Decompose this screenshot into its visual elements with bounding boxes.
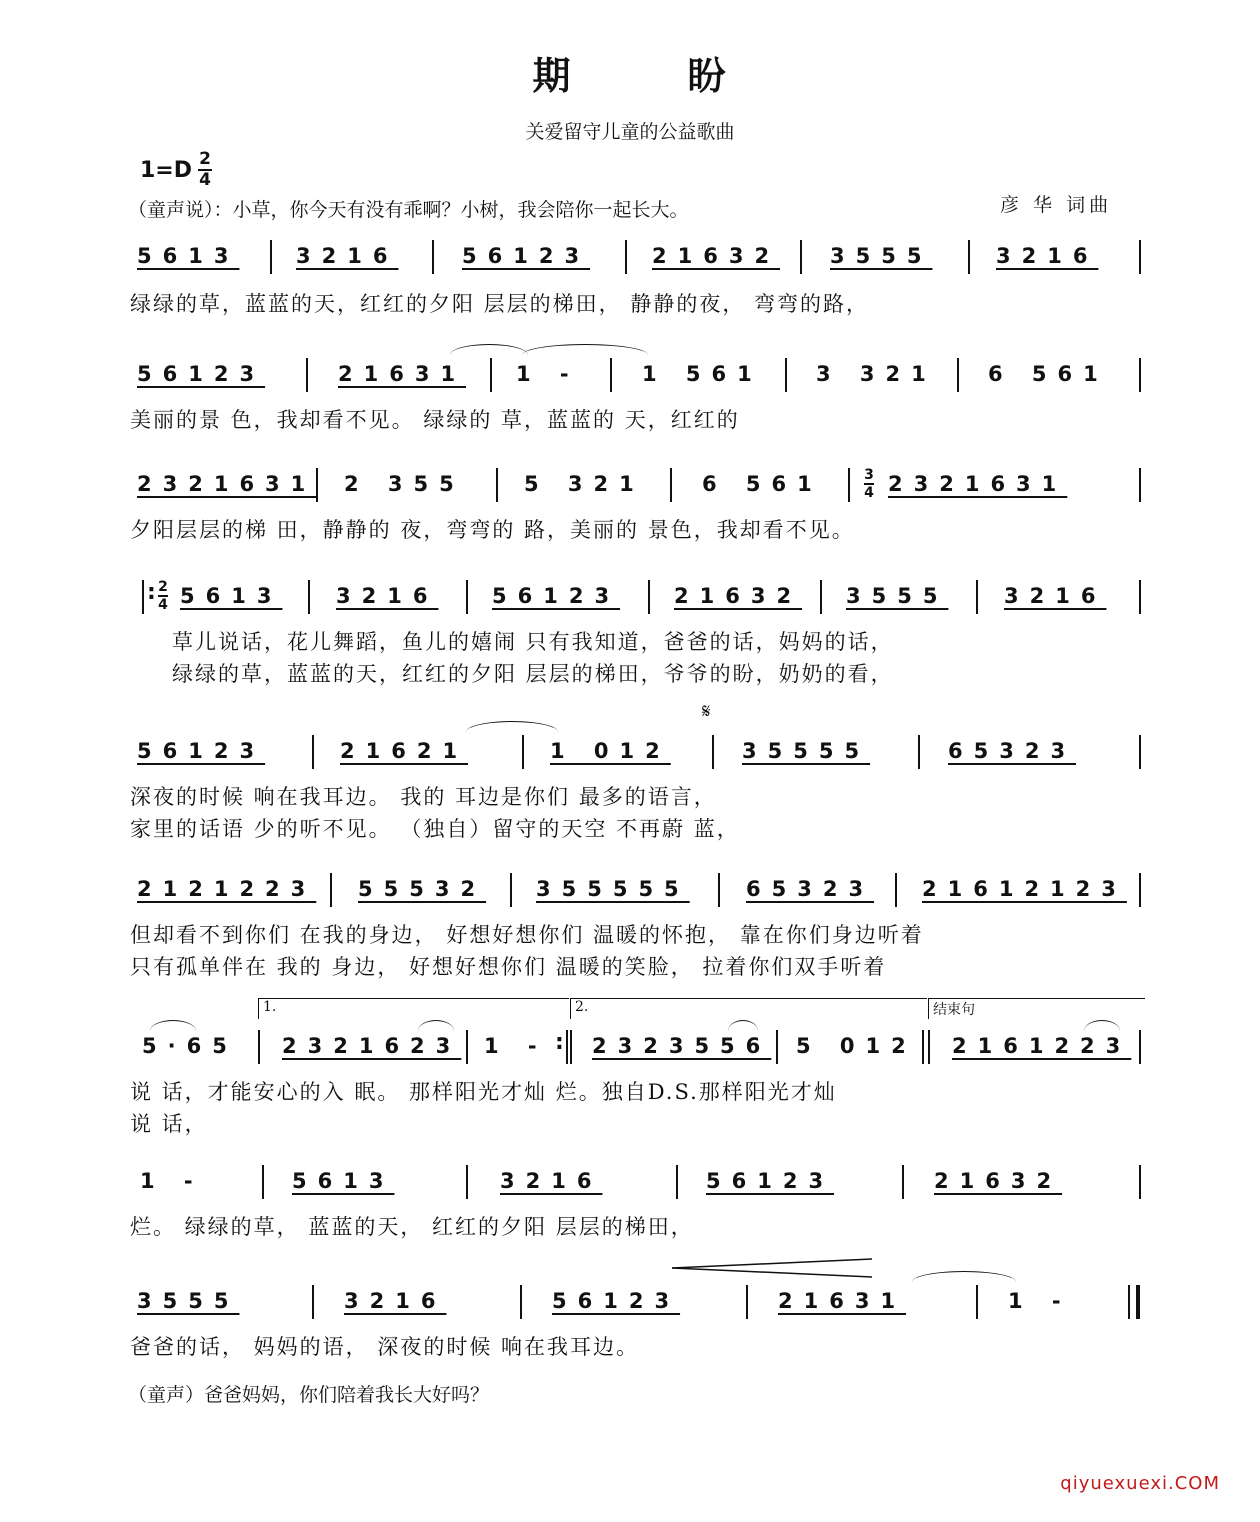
lyric-line-1: 但却看不到你们 在我的身边， 好想好想你们 温暖的怀抱， 靠在你们身边听着 [130, 923, 924, 947]
intro-speech: （童声说）：小草，你今天有没有乖啊？小树，我会陪你一起长大。 [128, 199, 689, 221]
measure: 1 - [484, 1034, 548, 1058]
measure: 3216 [500, 1169, 603, 1193]
measure: 5 321 [524, 472, 645, 496]
lyric-line-1: 说 话，才能安心的入 眠。 那样阳光才灿 烂。独自D.S.那样阳光才灿 [130, 1080, 837, 1104]
time-change: 2 4 [158, 579, 168, 613]
measure: 55532 [358, 877, 487, 901]
title-char-2: 盼 [687, 54, 728, 98]
key-signature [140, 150, 212, 190]
measure: 56123 [137, 739, 266, 763]
measure: 3555 [137, 1289, 240, 1313]
lyric-line-1: 爸爸的话， 妈妈的语， 深夜的时候 响在我耳边。 [130, 1335, 640, 1359]
measure: 56123 [706, 1169, 835, 1193]
author-credit: 彦 华 词曲 [1000, 194, 1113, 216]
measure: 65323 [948, 739, 1077, 763]
measure: 2 355 [344, 472, 465, 496]
time-denominator: 4 [199, 170, 211, 190]
lyric-line-2: 只有孤单伴在 我的 身边， 好想好想你们 温暖的笑脸， 拉着你们双手听着 [130, 955, 887, 979]
measure: 35555 [742, 739, 871, 763]
measure: 65323 [746, 877, 875, 901]
lyric-line-2: 家里的话语 少的听不见。 （独自）留守的天空 不再蔚 蓝， [130, 817, 740, 841]
measure: 21631 [338, 362, 467, 386]
measure: 1 561 [642, 362, 763, 386]
measure: 3555 [830, 244, 933, 268]
measure: 21632 [674, 584, 803, 608]
notes-row [0, 468, 1260, 502]
segno-sign: 𝄋 [702, 699, 711, 723]
time-change: 3 4 [864, 467, 874, 501]
measure: 1 - [516, 362, 580, 386]
measure: 56123 [137, 362, 266, 386]
key-text: 1=D [140, 157, 193, 183]
measure: 21632 [652, 244, 781, 268]
measure: 56123 [492, 584, 621, 608]
measure: 2121223 [137, 877, 317, 901]
measure: 1 - [1008, 1289, 1072, 1313]
measure: 5613 [137, 244, 240, 268]
time-numerator: 2 [199, 149, 211, 169]
notes-row [0, 358, 1260, 392]
time-signature [198, 151, 212, 189]
lyric-line-1: 绿绿的草，蓝蓝的天，红红的夕阳 层层的梯田， 静静的夜， 弯弯的路， [130, 292, 870, 316]
measure: 3216 [336, 584, 439, 608]
notes-row [0, 240, 1260, 274]
measure: 1 012 [550, 739, 671, 763]
measure: 6 561 [702, 472, 823, 496]
measure: 5613 [292, 1169, 395, 1193]
notes-row [0, 1165, 1260, 1199]
notes-row [0, 735, 1260, 769]
measure: 21632 [934, 1169, 1063, 1193]
lyric-line-1: 烂。 绿绿的草， 蓝蓝的天， 红红的夕阳 层层的梯田， [130, 1215, 694, 1239]
lyric-line-1: 草儿说话，花儿舞蹈，鱼儿的嬉闹 只有我知道，爸爸的话，妈妈的话， [172, 630, 894, 654]
measure: 5 012 [796, 1034, 917, 1058]
measure: 21612123 [922, 877, 1127, 901]
outro-speech: （童声）爸爸妈妈，你们陪着我长大好吗？ [128, 1384, 490, 1406]
lyric-line-1: 深夜的时候 响在我耳边。 我的 耳边是你们 最多的语言， [130, 785, 717, 809]
measure: 3216 [344, 1289, 447, 1313]
lyric-line-1: 夕阳层层的梯 田，静静的 夜，弯弯的 路，美丽的 景色，我却看不见。 [130, 518, 855, 542]
lyric-line-2: 绿绿的草，蓝蓝的天，红红的夕阳 层层的梯田，爷爷的盼，奶奶的看， [172, 662, 894, 686]
notes-row: : 2 4 5613 3216 56123 21632 3555 3216 [0, 580, 1260, 614]
volta-1: 1. [258, 998, 569, 1019]
measure: 1 - [140, 1169, 204, 1193]
decrescendo-mark [672, 1257, 872, 1279]
lyric-line-2: 说 话， [130, 1112, 208, 1136]
measure: 21631 [778, 1289, 907, 1313]
site-watermark: qiyuexuexi.COM [1060, 1473, 1220, 1494]
song-title [0, 45, 1260, 100]
measure: 2323556 [592, 1034, 772, 1058]
measure: 5·65 [142, 1034, 238, 1058]
notes-row [0, 873, 1260, 907]
measure: 3216 [296, 244, 399, 268]
measure: 56123 [462, 244, 591, 268]
measure: 2321631 [137, 472, 317, 496]
measure: 3 321 [816, 362, 937, 386]
measure: 2321631 [888, 472, 1068, 496]
measure: 2321623 [282, 1034, 462, 1058]
volta-2: 2. [570, 998, 927, 1019]
notes-row [0, 1285, 1260, 1319]
measure: 3555 [846, 584, 949, 608]
measure: 21621 [340, 739, 469, 763]
measure: 3216 [996, 244, 1099, 268]
measure: 3216 [1004, 584, 1107, 608]
measure: 2161223 [952, 1034, 1132, 1058]
lyric-line-1: 美丽的景 色，我却看不见。 绿绿的 草，蓝蓝的 天，红红的 [130, 408, 740, 432]
title-char-1: 期 [532, 54, 573, 98]
measure: 5613 [180, 584, 283, 608]
subtitle: 关爱留守儿童的公益歌曲 [525, 121, 735, 143]
measure: 6 561 [988, 362, 1109, 386]
notes-row: 5·65 2321623 1 - : 2323556 5 012 2161223 [0, 1030, 1260, 1064]
measure: 355555 [536, 877, 690, 901]
coda-bracket: 结束句 [928, 998, 1145, 1019]
measure: 56123 [552, 1289, 681, 1313]
